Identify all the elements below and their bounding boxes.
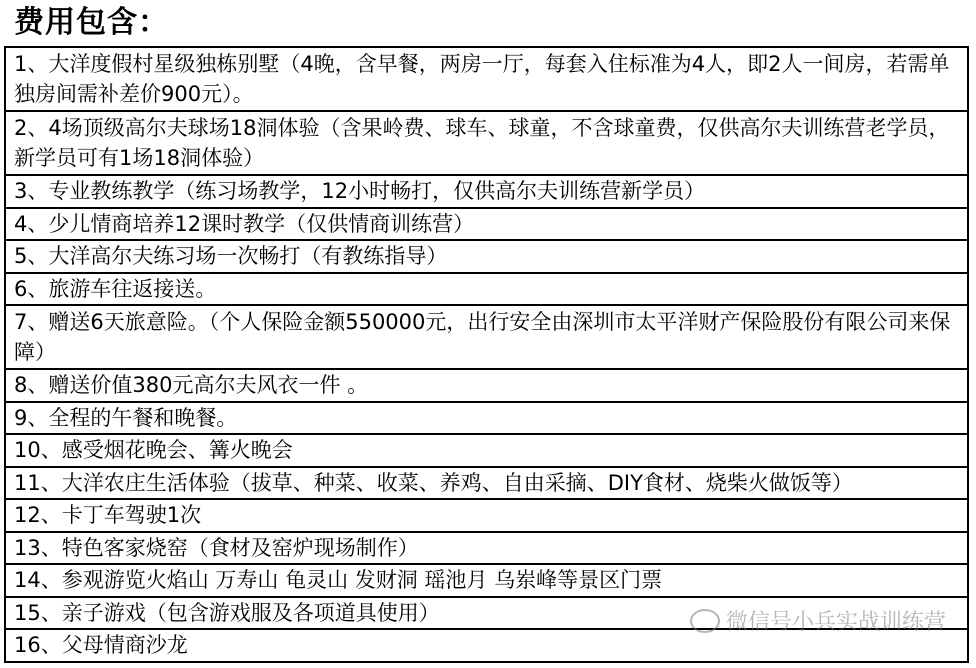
- table-row: 15、亲子游戏（包含游戏服及各项道具使用）: [6, 598, 967, 631]
- table-row: 3、专业教练教学（练习场教学，12小时畅打，仅供高尔夫训练营新学员）: [6, 176, 967, 209]
- watermark: [690, 605, 946, 636]
- table-row: 14、参观游览火焰山 万寿山 龟灵山 发财洞 瑶池月 乌岽峰等景区门票: [6, 565, 967, 598]
- table-row: 7、赠送6天旅意险。（个人保险金额550000元，出行安全由深圳市太平洋财产保险股份有限公司来保障）: [6, 306, 967, 370]
- table-row: 16、父母情商沙龙: [6, 630, 967, 663]
- table-row: 9、全程的午餐和晚餐。: [6, 403, 967, 436]
- table-row: 10、感受烟花晚会、篝火晚会: [6, 435, 967, 468]
- table-row: 8、赠送价值380元高尔夫风衣一件 。: [6, 370, 967, 403]
- table-row: 5、大洋高尔夫练习场一次畅打（有教练指导）: [6, 241, 967, 274]
- table-row: 4、少儿情商培养12课时教学（仅供情商训练营）: [6, 209, 967, 242]
- page-title: 费用包含：: [14, 5, 169, 40]
- fee-inclusion-table: [4, 46, 969, 663]
- table-row: 13、特色客家烧窑（食材及窑炉现场制作）: [6, 533, 967, 566]
- table-row: 2、4场顶级高尔夫球场18洞体验（含果岭费、球车、球童，不含球童费，仅供高尔夫训练营老学员，新学员可有1场18洞体验）: [6, 112, 967, 176]
- table-row: 12、卡丁车驾驶1次: [6, 500, 967, 533]
- table-row: 1、大洋度假村星级独栋别墅（4晚，含早餐，两房一厅，每套入住标准为4人，即2人一间房，若需单独房间需补差价900元）。: [6, 48, 967, 112]
- wechat-icon: [690, 609, 720, 633]
- table-row: 6、旅游车往返接送。: [6, 274, 967, 307]
- table-row: 11、大洋农庄生活体验（拔草、种菜、收菜、养鸡、自由采摘、DIY食材、烧柴火做饭等）: [6, 468, 967, 501]
- watermark-text: 微信号小兵实战训练营: [725, 610, 946, 635]
